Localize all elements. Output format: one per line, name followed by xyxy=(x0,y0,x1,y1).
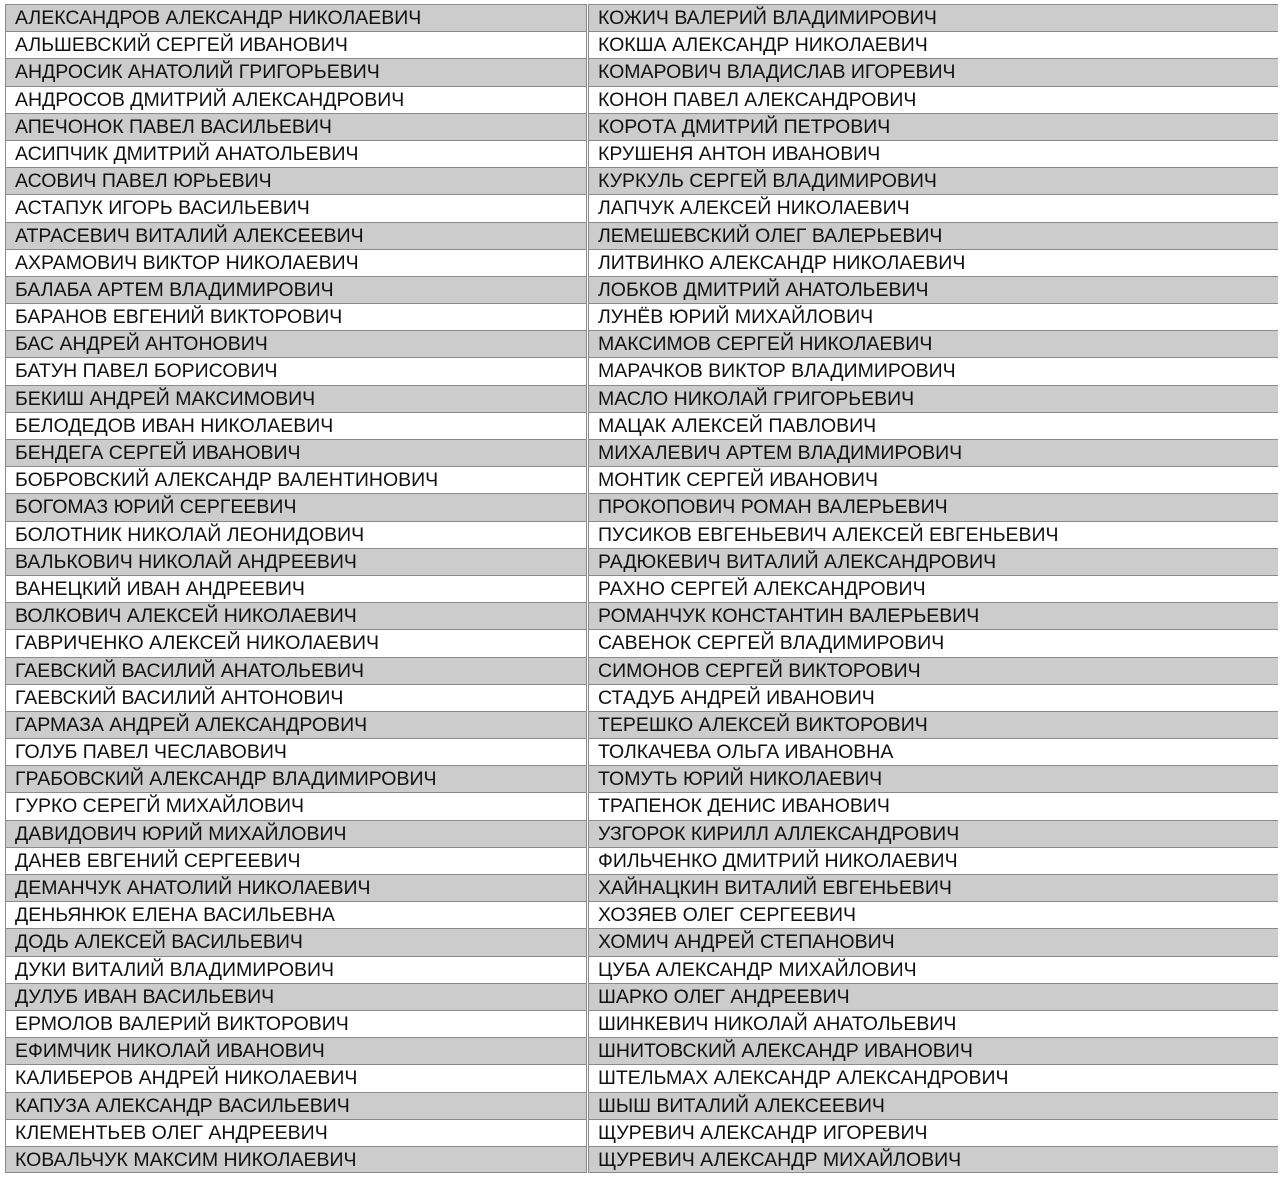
name-row: МАКСИМОВ СЕРГЕЙ НИКОЛАЕВИЧ xyxy=(588,330,1278,357)
name-row: КРУШЕНЯ АНТОН ИВАНОВИЧ xyxy=(588,140,1278,167)
name-row: АНДРОСИК АНАТОЛИЙ ГРИГОРЬЕВИЧ xyxy=(5,58,587,85)
name-row: ЩУРЕВИЧ АЛЕКСАНДР МИХАЙЛОВИЧ xyxy=(588,1146,1278,1173)
name-row: МОНТИК СЕРГЕЙ ИВАНОВИЧ xyxy=(588,466,1278,493)
name-row: ТЕРЕШКО АЛЕКСЕЙ ВИКТОРОВИЧ xyxy=(588,711,1278,738)
name-row: ШТЕЛЬМАХ АЛЕКСАНДР АЛЕКСАНДРОВИЧ xyxy=(588,1064,1278,1091)
name-row: ГАЕВСКИЙ ВАСИЛИЙ АНАТОЛЬЕВИЧ xyxy=(5,657,587,684)
name-row: ДАВИДОВИЧ ЮРИЙ МИХАЙЛОВИЧ xyxy=(5,820,587,847)
name-row: АПЕЧОНОК ПАВЕЛ ВАСИЛЬЕВИЧ xyxy=(5,113,587,140)
name-row: ЛАПЧУК АЛЕКСЕЙ НИКОЛАЕВИЧ xyxy=(588,194,1278,221)
name-row: РАХНО СЕРГЕЙ АЛЕКСАНДРОВИЧ xyxy=(588,575,1278,602)
name-row: ВАЛЬКОВИЧ НИКОЛАЙ АНДРЕЕВИЧ xyxy=(5,548,587,575)
name-row: ШИНКЕВИЧ НИКОЛАЙ АНАТОЛЬЕВИЧ xyxy=(588,1010,1278,1037)
name-row: ЛЕМЕШЕВСКИЙ ОЛЕГ ВАЛЕРЬЕВИЧ xyxy=(588,222,1278,249)
name-row: ЕРМОЛОВ ВАЛЕРИЙ ВИКТОРОВИЧ xyxy=(5,1010,587,1037)
name-row: БАТУН ПАВЕЛ БОРИСОВИЧ xyxy=(5,357,587,384)
name-row: ПУСИКОВ ЕВГЕНЬЕВИЧ АЛЕКСЕЙ ЕВГЕНЬЕВИЧ xyxy=(588,521,1278,548)
name-row: БЕНДЕГА СЕРГЕЙ ИВАНОВИЧ xyxy=(5,439,587,466)
left-name-column xyxy=(5,4,587,1173)
name-row: АНДРОСОВ ДМИТРИЙ АЛЕКСАНДРОВИЧ xyxy=(5,86,587,113)
name-row: САВЕНОК СЕРГЕЙ ВЛАДИМИРОВИЧ xyxy=(588,629,1278,656)
name-row: ХОЗЯЕВ ОЛЕГ СЕРГЕЕВИЧ xyxy=(588,901,1278,928)
name-row: ШАРКО ОЛЕГ АНДРЕЕВИЧ xyxy=(588,983,1278,1010)
name-row: МИХАЛЕВИЧ АРТЕМ ВЛАДИМИРОВИЧ xyxy=(588,439,1278,466)
name-row: КАЛИБЕРОВ АНДРЕЙ НИКОЛАЕВИЧ xyxy=(5,1064,587,1091)
name-row: ЕФИМЧИК НИКОЛАЙ ИВАНОВИЧ xyxy=(5,1037,587,1064)
name-row: ХОМИЧ АНДРЕЙ СТЕПАНОВИЧ xyxy=(588,928,1278,955)
name-row: БАЛАБА АРТЕМ ВЛАДИМИРОВИЧ xyxy=(5,276,587,303)
name-row: АСОВИЧ ПАВЕЛ ЮРЬЕВИЧ xyxy=(5,167,587,194)
name-row: КАПУЗА АЛЕКСАНДР ВАСИЛЬЕВИЧ xyxy=(5,1092,587,1119)
name-row: ГОЛУБ ПАВЕЛ ЧЕСЛАВОВИЧ xyxy=(5,738,587,765)
name-row: БЕКИШ АНДРЕЙ МАКСИМОВИЧ xyxy=(5,385,587,412)
name-row: ЩУРЕВИЧ АЛЕКСАНДР ИГОРЕВИЧ xyxy=(588,1119,1278,1146)
name-row: ЦУБА АЛЕКСАНДР МИХАЙЛОВИЧ xyxy=(588,956,1278,983)
name-row: ТОМУТЬ ЮРИЙ НИКОЛАЕВИЧ xyxy=(588,765,1278,792)
name-row: КОВАЛЬЧУК МАКСИМ НИКОЛАЕВИЧ xyxy=(5,1146,587,1173)
name-row: ТОЛКАЧЕВА ОЛЬГА ИВАНОВНА xyxy=(588,738,1278,765)
name-row: КЛЕМЕНТЬЕВ ОЛЕГ АНДРЕЕВИЧ xyxy=(5,1119,587,1146)
name-row: БЕЛОДЕДОВ ИВАН НИКОЛАЕВИЧ xyxy=(5,412,587,439)
name-row: БОГОМАЗ ЮРИЙ СЕРГЕЕВИЧ xyxy=(5,493,587,520)
name-row: ДУЛУБ ИВАН ВАСИЛЬЕВИЧ xyxy=(5,983,587,1010)
name-row: РАДЮКЕВИЧ ВИТАЛИЙ АЛЕКСАНДРОВИЧ xyxy=(588,548,1278,575)
name-row: СТАДУБ АНДРЕЙ ИВАНОВИЧ xyxy=(588,684,1278,711)
name-row: МАЦАК АЛЕКСЕЙ ПАВЛОВИЧ xyxy=(588,412,1278,439)
name-row: ГРАБОВСКИЙ АЛЕКСАНДР ВЛАДИМИРОВИЧ xyxy=(5,765,587,792)
name-row: ТРАПЕНОК ДЕНИС ИВАНОВИЧ xyxy=(588,792,1278,819)
name-row: ЛУНЁВ ЮРИЙ МИХАЙЛОВИЧ xyxy=(588,303,1278,330)
name-row: СИМОНОВ СЕРГЕЙ ВИКТОРОВИЧ xyxy=(588,657,1278,684)
name-row: КОНОН ПАВЕЛ АЛЕКСАНДРОВИЧ xyxy=(588,86,1278,113)
name-row: ДЕНЬЯНЮК ЕЛЕНА ВАСИЛЬЕВНА xyxy=(5,901,587,928)
name-row: ДЕМАНЧУК АНАТОЛИЙ НИКОЛАЕВИЧ xyxy=(5,874,587,901)
name-row: БАРАНОВ ЕВГЕНИЙ ВИКТОРОВИЧ xyxy=(5,303,587,330)
right-name-column xyxy=(588,4,1278,1173)
name-row: КОКША АЛЕКСАНДР НИКОЛАЕВИЧ xyxy=(588,31,1278,58)
name-row: АСИПЧИК ДМИТРИЙ АНАТОЛЬЕВИЧ xyxy=(5,140,587,167)
name-row: ГУРКО СЕРЕГЙ МИХАЙЛОВИЧ xyxy=(5,792,587,819)
name-row: АХРАМОВИЧ ВИКТОР НИКОЛАЕВИЧ xyxy=(5,249,587,276)
name-row: ВОЛКОВИЧ АЛЕКСЕЙ НИКОЛАЕВИЧ xyxy=(5,602,587,629)
name-row: АЛЬШЕВСКИЙ СЕРГЕЙ ИВАНОВИЧ xyxy=(5,31,587,58)
name-row: ГАЕВСКИЙ ВАСИЛИЙ АНТОНОВИЧ xyxy=(5,684,587,711)
name-row: БОЛОТНИК НИКОЛАЙ ЛЕОНИДОВИЧ xyxy=(5,521,587,548)
name-row: КОМАРОВИЧ ВЛАДИСЛАВ ИГОРЕВИЧ xyxy=(588,58,1278,85)
name-row: РОМАНЧУК КОНСТАНТИН ВАЛЕРЬЕВИЧ xyxy=(588,602,1278,629)
name-row: КУРКУЛЬ СЕРГЕЙ ВЛАДИМИРОВИЧ xyxy=(588,167,1278,194)
name-row: ДУКИ ВИТАЛИЙ ВЛАДИМИРОВИЧ xyxy=(5,956,587,983)
name-row: ХАЙНАЦКИН ВИТАЛИЙ ЕВГЕНЬЕВИЧ xyxy=(588,874,1278,901)
name-row: ПРОКОПОВИЧ РОМАН ВАЛЕРЬЕВИЧ xyxy=(588,493,1278,520)
name-row: ЛОБКОВ ДМИТРИЙ АНАТОЛЬЕВИЧ xyxy=(588,276,1278,303)
name-row: АТРАСЕВИЧ ВИТАЛИЙ АЛЕКСЕЕВИЧ xyxy=(5,222,587,249)
name-row: УЗГОРОК КИРИЛЛ АЛЛЕКСАНДРОВИЧ xyxy=(588,820,1278,847)
name-row: МАСЛО НИКОЛАЙ ГРИГОРЬЕВИЧ xyxy=(588,385,1278,412)
name-row: АСТАПУК ИГОРЬ ВАСИЛЬЕВИЧ xyxy=(5,194,587,221)
name-row: ШЫШ ВИТАЛИЙ АЛЕКСЕЕВИЧ xyxy=(588,1092,1278,1119)
name-row: КОЖИЧ ВАЛЕРИЙ ВЛАДИМИРОВИЧ xyxy=(588,4,1278,31)
name-row: ДОДЬ АЛЕКСЕЙ ВАСИЛЬЕВИЧ xyxy=(5,928,587,955)
name-row: ГАВРИЧЕНКО АЛЕКСЕЙ НИКОЛАЕВИЧ xyxy=(5,629,587,656)
name-row: БАС АНДРЕЙ АНТОНОВИЧ xyxy=(5,330,587,357)
name-row: БОБРОВСКИЙ АЛЕКСАНДР ВАЛЕНТИНОВИЧ xyxy=(5,466,587,493)
name-row: ГАРМАЗА АНДРЕЙ АЛЕКСАНДРОВИЧ xyxy=(5,711,587,738)
name-row: ШНИТОВСКИЙ АЛЕКСАНДР ИВАНОВИЧ xyxy=(588,1037,1278,1064)
name-row: ФИЛЬЧЕНКО ДМИТРИЙ НИКОЛАЕВИЧ xyxy=(588,847,1278,874)
name-row: МАРАЧКОВ ВИКТОР ВЛАДИМИРОВИЧ xyxy=(588,357,1278,384)
name-row: ВАНЕЦКИЙ ИВАН АНДРЕЕВИЧ xyxy=(5,575,587,602)
name-row: ДАНЕВ ЕВГЕНИЙ СЕРГЕЕВИЧ xyxy=(5,847,587,874)
name-row: АЛЕКСАНДРОВ АЛЕКСАНДР НИКОЛАЕВИЧ xyxy=(5,4,587,31)
name-row: КОРОТА ДМИТРИЙ ПЕТРОВИЧ xyxy=(588,113,1278,140)
name-row: ЛИТВИНКО АЛЕКСАНДР НИКОЛАЕВИЧ xyxy=(588,249,1278,276)
